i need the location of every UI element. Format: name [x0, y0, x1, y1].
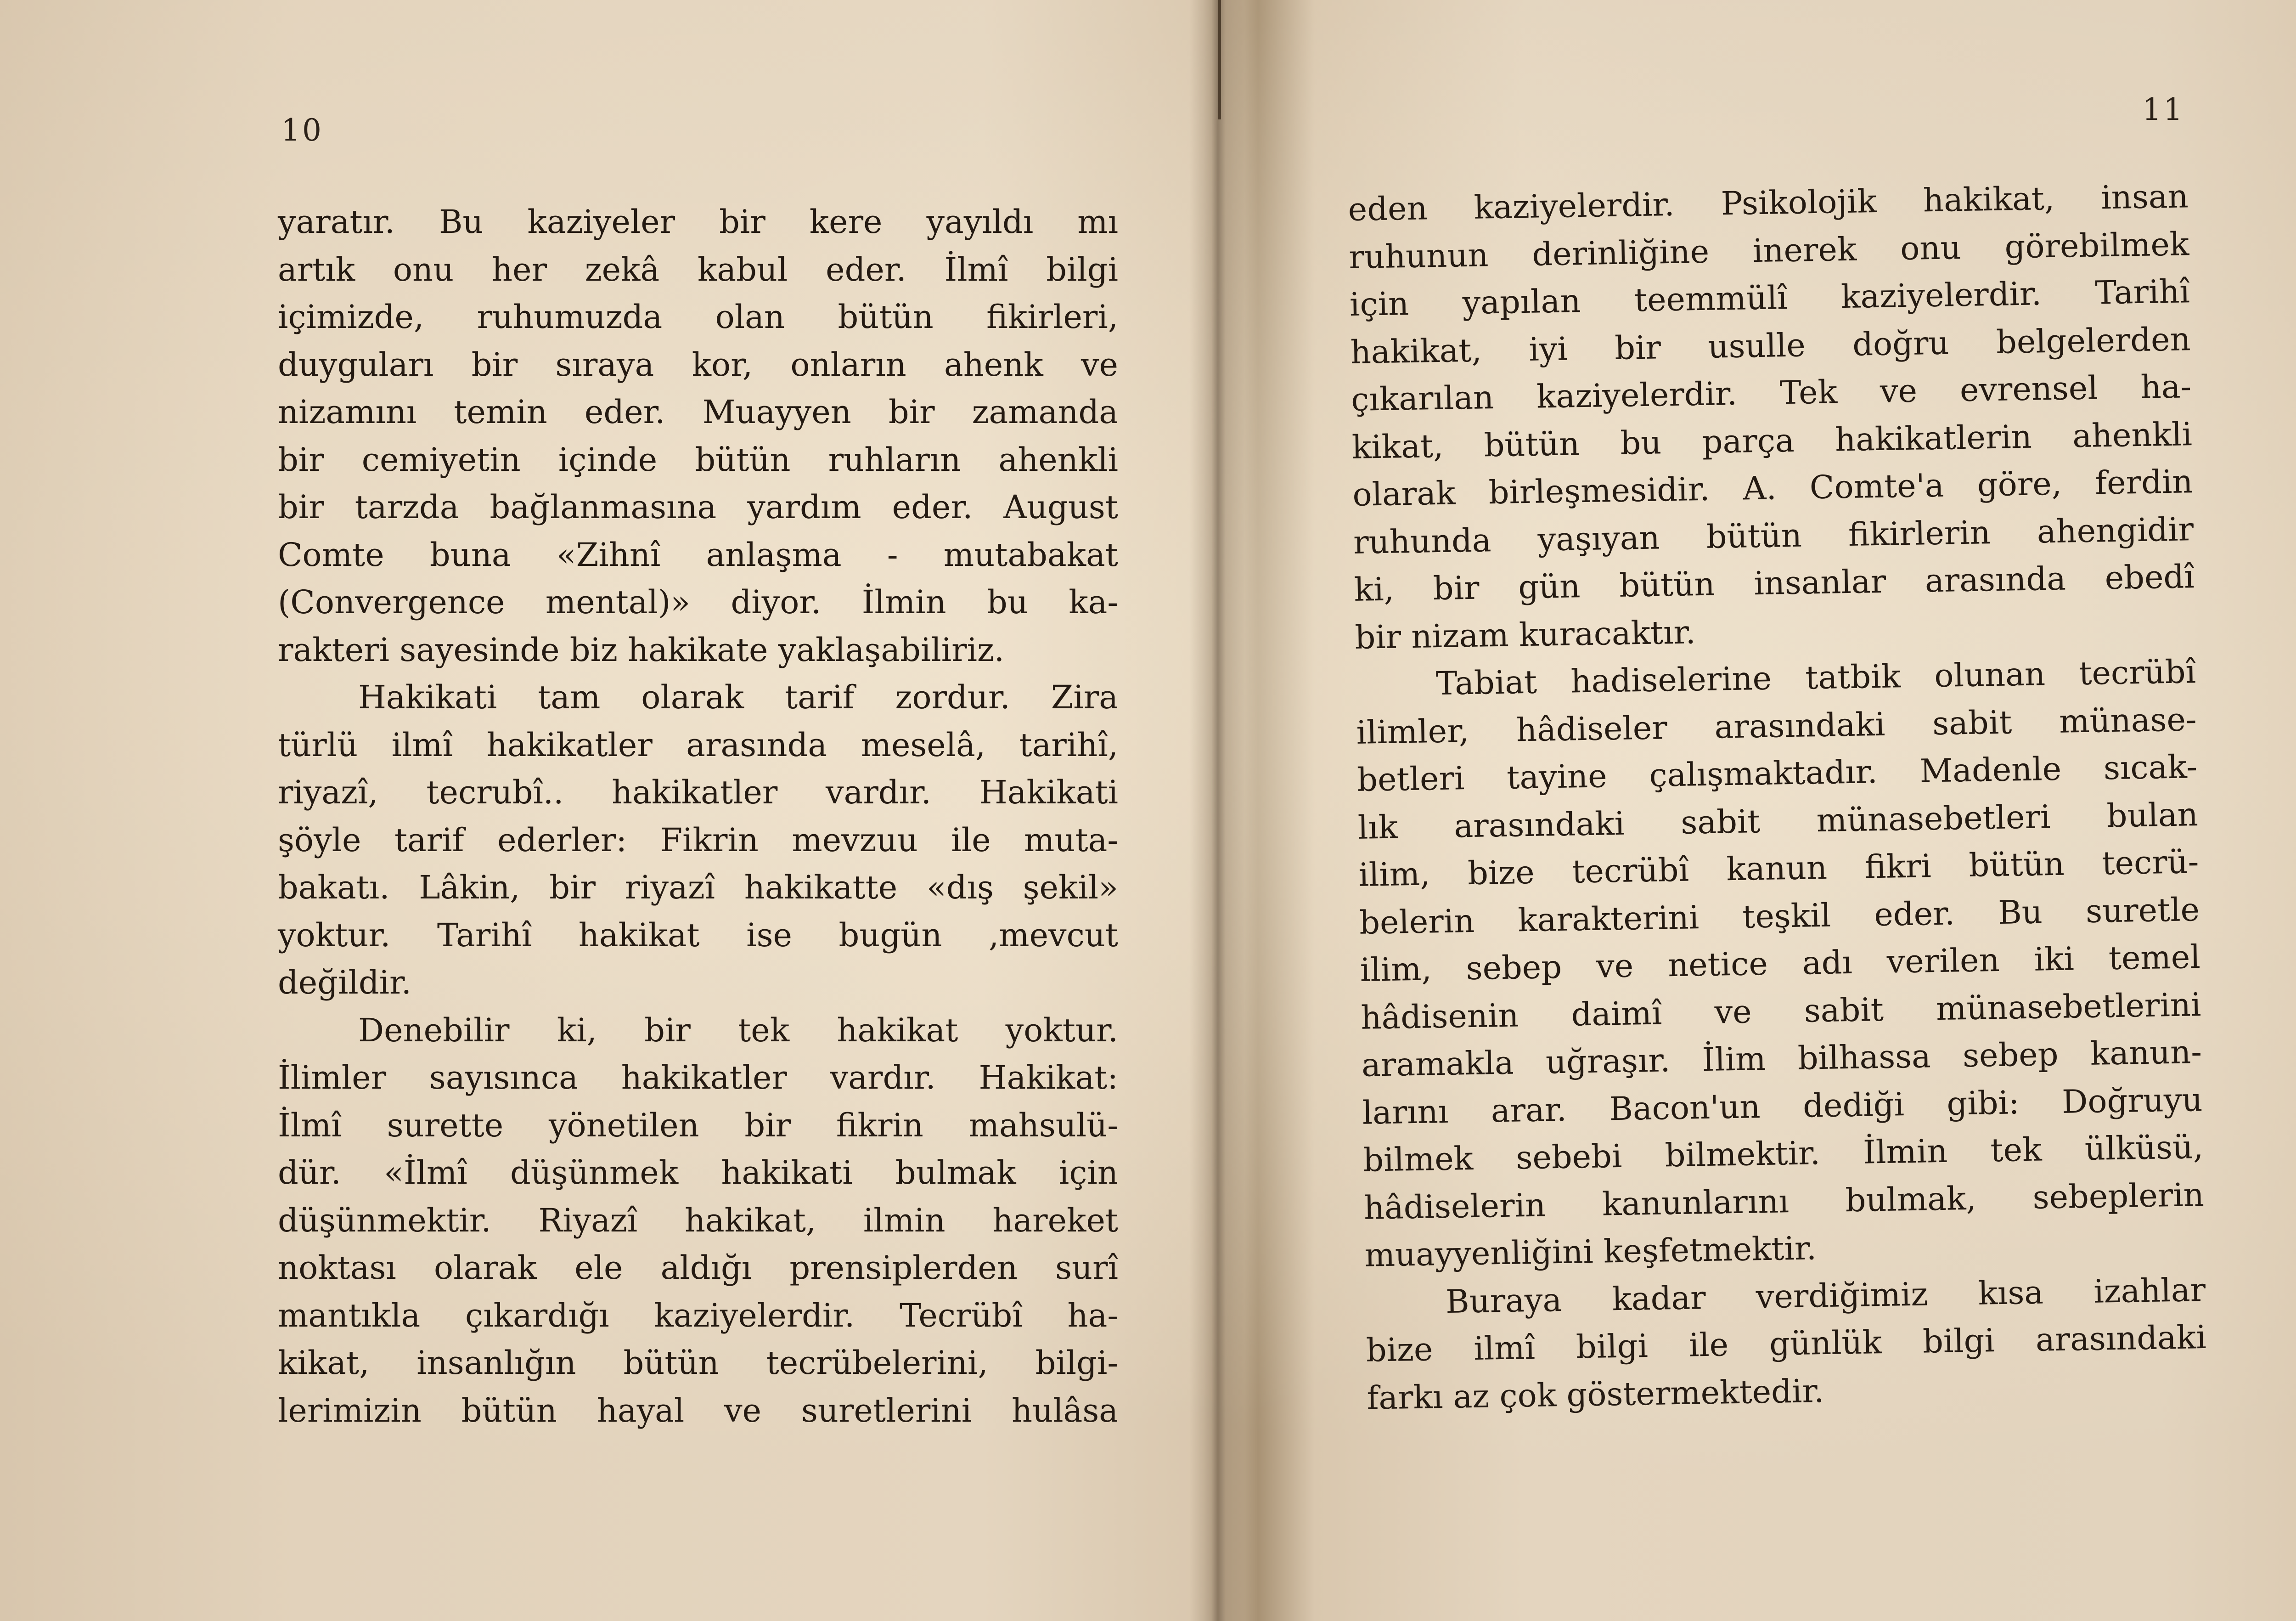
text-line: riyazî, tecrubî.. hakikatler vardır. Hakikati — [278, 774, 1118, 811]
text-line: İlimler sayısınca hakikatler vardır. Hakikat: — [278, 1059, 1118, 1096]
text-line: larını arar. Bacon'un dediği gibi: Doğruyu — [1362, 1080, 2203, 1132]
text-line: değildir. — [278, 964, 412, 1001]
text-line: (Convergence mental)» diyor. İlmin bu ka- — [278, 583, 1118, 621]
text-line: duyguları bir sıraya kor, onların ahenk ve — [278, 345, 1118, 384]
text-line: Denebilir ki, bir tek hakikat yoktur. — [358, 1011, 1118, 1049]
book-gutter — [1189, 0, 1244, 1621]
binding-line — [1218, 0, 1221, 119]
right-page-text — [1348, 173, 2207, 1422]
text-line: bir tarzda bağlanmasına yardım eder. August — [278, 488, 1118, 526]
text-line: hâdisenin daimî ve sabit münasebetlerini — [1360, 985, 2201, 1037]
text-line: belerin karakterini teşkil eder. Bu suretle — [1359, 890, 2200, 942]
text-line: yaratır. Bu kaziyeler bir kere yayıldı mı — [278, 203, 1118, 241]
text-line: bize ilmî bilgi ile günlük bilgi arasındaki — [1366, 1318, 2207, 1369]
text-line: ilim, bize tecrübî kanun fikri bütün tecrü- — [1358, 843, 2199, 894]
text-line: Comte buna «Zihnî anlaşma - mutabakat — [278, 536, 1118, 574]
text-line: ruhunda yaşıyan bütün fikirlerin ahengidir — [1353, 510, 2194, 561]
text-line: bir cemiyetin içinde bütün ruhların ahenkli — [278, 441, 1118, 479]
text-line: ki, bir gün bütün insanlar arasında ebedî — [1354, 558, 2195, 609]
text-line: Tabiat hadiselerine tatbik olunan tecrübî — [1435, 653, 2196, 703]
text-line: hâdiselerin kanunlarını bulmak, sebeplerin — [1363, 1175, 2205, 1227]
text-line: rakteri sayesinde biz hakikate yaklaşabiliriz. — [278, 631, 1005, 669]
text-line: için yapılan teemmülî kaziyelerdir. Tarihî — [1349, 272, 2190, 323]
text-line: dür. «İlmî düşünmek hakikati bulmak için — [278, 1154, 1118, 1192]
text-line: nizamını temin eder. Muayyen bir zamanda — [278, 393, 1118, 431]
text-line: Buraya kadar verdiğimiz kısa izahlar — [1445, 1271, 2206, 1321]
text-line: Hakikati tam olarak tarif zordur. Zira — [358, 678, 1118, 716]
page-number-right: 11 — [2142, 92, 2184, 127]
text-line: lerimizin bütün hayal ve suretlerini hulâsa — [278, 1391, 1118, 1429]
text-line: olarak birleşmesidir. A. Comte'a göre, ferdin — [1352, 463, 2193, 514]
text-line: İlmî surette yönetilen bir fikrin mahsulü- — [278, 1106, 1118, 1144]
text-line: noktası olarak ele aldığı prensiplerden surî — [278, 1249, 1118, 1287]
text-line: farkı az çok göstermektedir. — [1366, 1372, 1824, 1417]
text-line: kikat, insanlığın bütün tecrübelerini, bilgi- — [278, 1344, 1118, 1382]
text-line: hakikat, iyi bir usulle doğru belgelerden — [1350, 320, 2191, 371]
text-line: bir nizam kuracaktır. — [1354, 613, 1696, 656]
text-line: türlü ilmî hakikatler arasında meselâ, tarihî, — [278, 726, 1118, 764]
page-number-left: 10 — [281, 113, 323, 148]
text-line: ilimler, hâdiseler arasındaki sabit münase- — [1356, 700, 2197, 751]
text-line: düşünmektir. Riyazî hakikat, ilmin hareket — [278, 1201, 1118, 1239]
text-line: kikat, bütün bu parça hakikatlerin ahenkli — [1351, 415, 2193, 466]
text-line: ilim, sebep ve netice adı verilen iki temel — [1360, 938, 2201, 989]
text-line: bilmek sebebi bilmektir. İlmin tek ülküsü, — [1362, 1128, 2204, 1179]
text-line: aramakla uğraşır. İlim bilhassa sebep kanun- — [1361, 1033, 2202, 1084]
text-line: yoktur. Tarihî hakikat ise bugün ,mevcut — [278, 916, 1118, 954]
text-line: eden kaziyelerdir. Psikolojik hakikat, insan — [1348, 177, 2189, 228]
text-line: çıkarılan kaziyelerdir. Tek ve evrensel ha- — [1351, 367, 2192, 418]
text-line: içimizde, ruhumuzda olan bütün fikirleri, — [278, 298, 1118, 336]
text-line: mantıkla çıkardığı kaziyelerdir. Tecrübî ha- — [278, 1296, 1118, 1334]
text-line: lık arasındaki sabit münasebetleri bulan — [1357, 795, 2199, 847]
left-page-text — [278, 198, 1118, 1435]
text-line: bakatı. Lâkin, bir riyazî hakikatte «dış şekil» — [278, 869, 1118, 906]
text-line: artık onu her zekâ kabul eder. İlmî bilgi — [278, 250, 1118, 288]
text-line: ruhunun derinliğine inerek onu görebilmek — [1348, 225, 2189, 276]
text-line: betleri tayine çalışmaktadır. Madenle sıcak- — [1356, 748, 2198, 799]
text-line: muayyenliğini keşfetmektir. — [1364, 1229, 1817, 1274]
text-line: şöyle tarif ederler: Fikrin mevzuu ile muta- — [278, 821, 1118, 859]
